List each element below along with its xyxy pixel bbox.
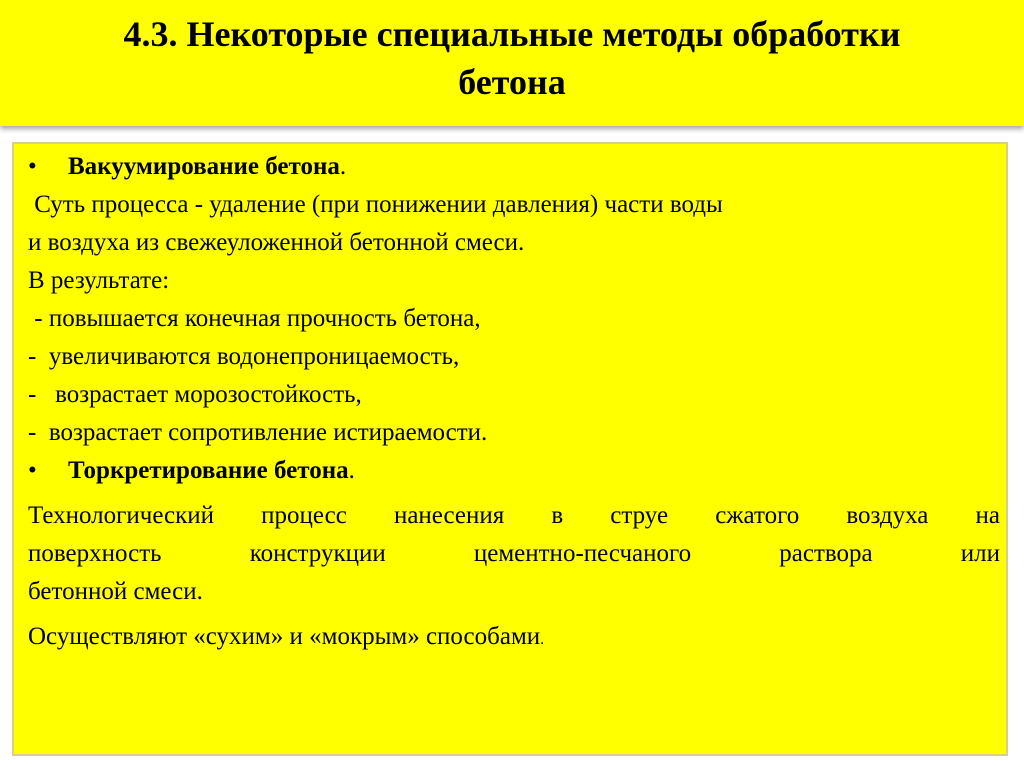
- title-line-2: бетона: [458, 62, 566, 102]
- shotcrete-line-2: поверхность конструкции цементно-песчаного раствора или: [28, 540, 1000, 567]
- shotcrete-line-1: Технологический процесс нанесения в струе сжатого воздуха на: [28, 502, 1000, 529]
- bullet-dot: •: [28, 153, 37, 180]
- shotcrete-line-4: [28, 618, 1000, 656]
- slide-body: [28, 148, 1000, 656]
- bullet-vacuum: [28, 148, 1000, 186]
- vacuum-item-3: - возрастает морозостойкость,: [28, 381, 362, 408]
- bullet-shotcrete: [28, 452, 1000, 490]
- bullet-dot: •: [28, 457, 37, 484]
- vacuum-line-1: Суть процесса - удаление (при понижении давления) части воды: [28, 191, 723, 218]
- shotcrete-line-4-text: Осуществляют «сухим» и «мокрым» способами: [28, 623, 541, 650]
- title-line-1: 4.3. Некоторые специальные методы обработки: [123, 14, 901, 54]
- shotcrete-heading: Торкретирование бетона: [68, 457, 349, 484]
- vacuum-item-4: - возрастает сопротивление истираемости.: [28, 419, 488, 446]
- vacuum-heading-end: .: [339, 153, 347, 180]
- shotcrete-line-3: бетонной смеси.: [28, 578, 203, 605]
- slide-title: [0, 10, 1024, 106]
- shotcrete-heading-end: .: [348, 457, 355, 484]
- vacuum-line-2: и воздуха из свежеуложенной бетонной смеси.: [28, 229, 525, 256]
- vacuum-heading: Вакуумирование бетона: [68, 153, 340, 180]
- title-band: [0, 0, 1024, 126]
- vacuum-item-2: - увеличиваются водонепроницаемость,: [28, 343, 460, 370]
- vacuum-result-label: В результате:: [28, 267, 170, 294]
- shotcrete-line-4-end: .: [540, 631, 545, 648]
- vacuum-item-1: - повышается конечная прочность бетона,: [28, 305, 481, 332]
